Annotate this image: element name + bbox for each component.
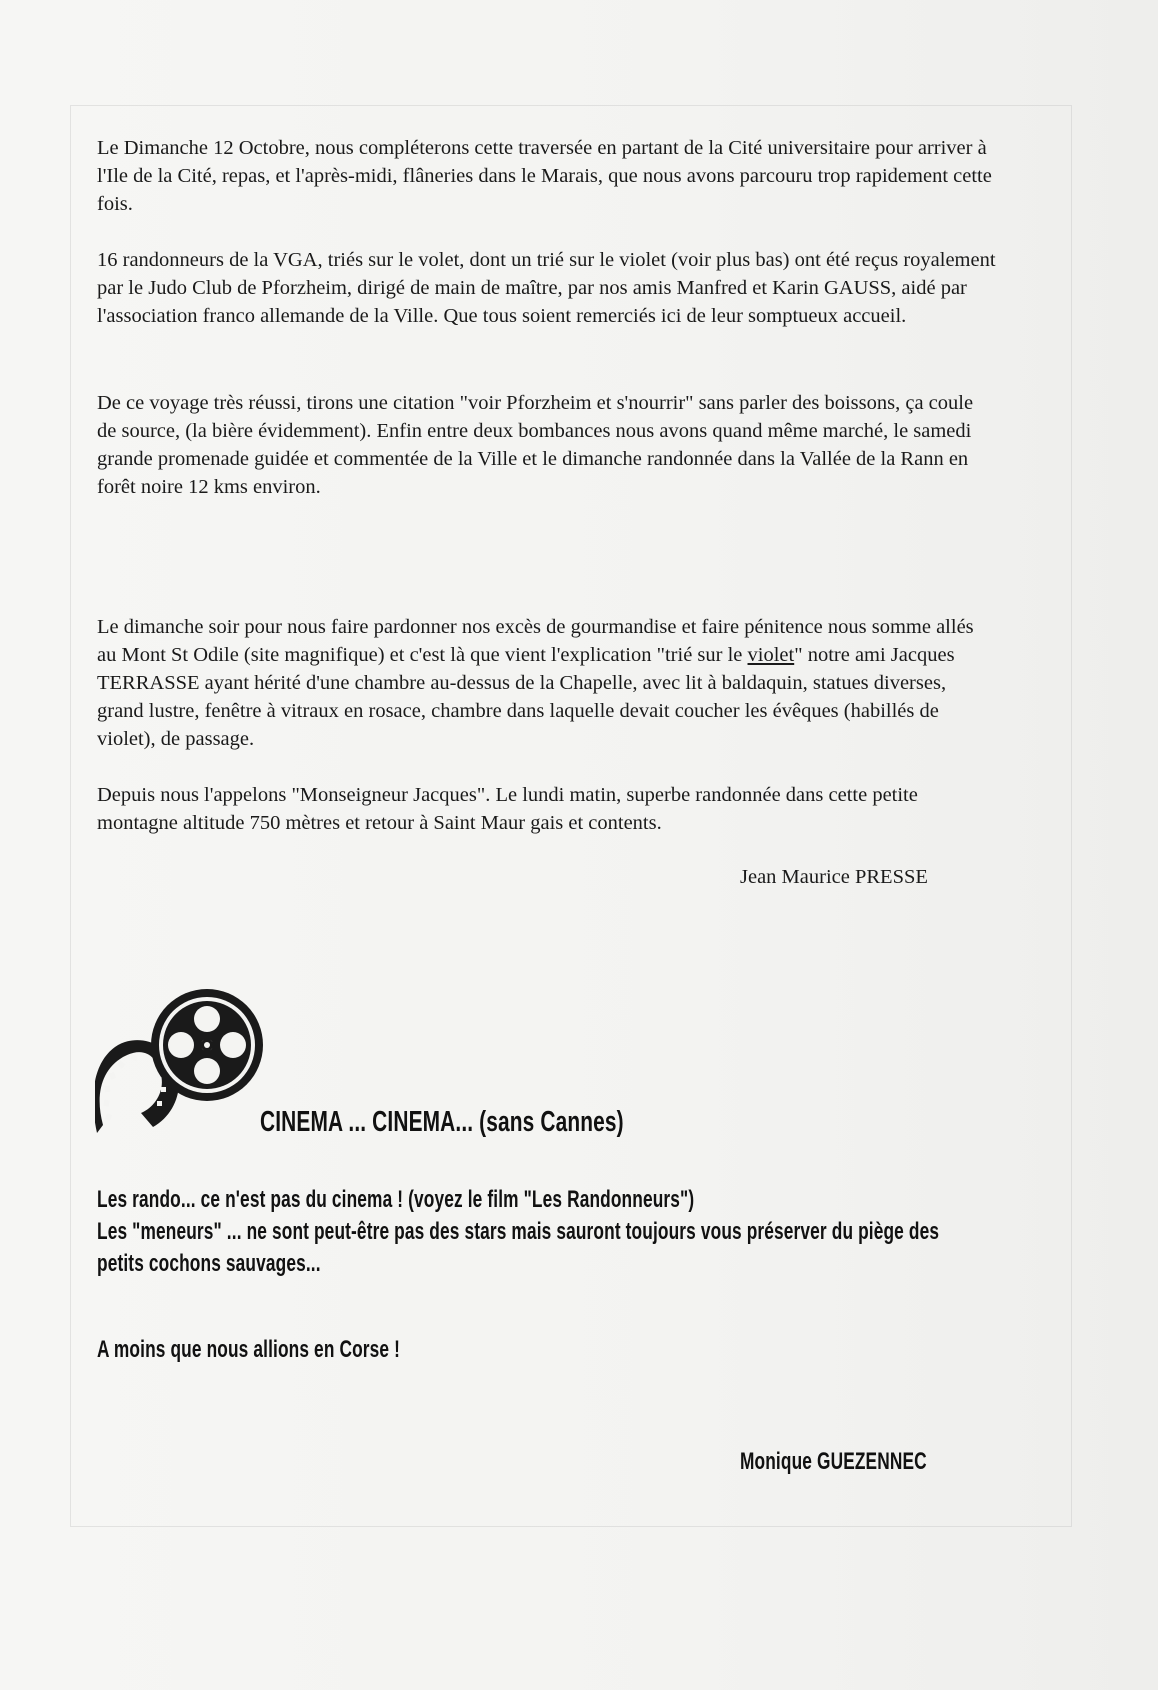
cinema-text	[97, 1184, 983, 1280]
paragraph-4-end: " notre ami Jacques TERRASSE ayant hérité d'une chambre au-dessus de la Chapelle, avec lit à baldaquin, statues diverses, grand lustre, fenêtre à vitraux en rosace, chambre dans laquelle devait coucher les évêques (habillés de violet), de passage.	[97, 644, 955, 750]
paragraph-1	[97, 134, 997, 218]
cinema-title: CINEMA ... CINEMA... (sans Cannes)	[260, 1106, 624, 1138]
cinema-line-2: Les "meneurs" ... ne sont peut-être pas des stars mais sauront toujours vous préserver du piège des	[97, 1218, 940, 1245]
film-reel-icon	[95, 975, 265, 1137]
underlined-word: violet	[747, 644, 795, 666]
cinema-closing: A moins que nous allions en Corse !	[97, 1336, 401, 1363]
paragraph-4	[97, 613, 997, 753]
paragraph-3	[97, 389, 997, 501]
paragraph-3-text: De ce voyage très réussi, tirons une citation "voir Pforzheim et s'nourrir" sans parler des boissons, ça coule de source, (la bière évidemment). Enfin entre deux bombances nous avons quand même marché, le samedi grande promenade guidée et commentée de la Ville et le dimanche randonnée dans la Vallée de la Rann en forêt noire 12 kms environ.	[97, 392, 974, 498]
paragraph-4-text	[97, 613, 997, 753]
paragraph-4-start: Le dimanche soir pour nous faire pardonner nos excès de gourmandise et faire pénitence nous somme allés au Mont St Odile (site magnifique) et c'est là que vient l'explication "trié sur le	[97, 616, 974, 666]
paragraph-5	[97, 781, 997, 837]
paragraph-5-text: Depuis nous l'appelons "Monseigneur Jacques". Le lundi matin, superbe randonnée dans cette petite montagne altitude 750 mètres et retour à Saint Maur gais et contents.	[97, 784, 918, 834]
cinema-line-1: Les rando... ce n'est pas du cinema ! (voyez le film "Les Randonneurs")	[97, 1186, 695, 1213]
cinema-line-3: petits cochons sauvages...	[97, 1250, 321, 1277]
cinema-signature: Monique GUEZENNEC	[740, 1448, 927, 1475]
paragraph-2-text: 16 randonneurs de la VGA, triés sur le volet, dont un trié sur le violet (voir plus bas) ont été reçus royalement par le Judo Club de Pforzheim, dirigé de main de maître, par nos amis Manfred et Karin GAUSS, aidé par l'association franco allemande de la Ville. Que tous soient remerciés ici de leur somptueux accueil.	[97, 249, 996, 327]
paragraph-1-text: Le Dimanche 12 Octobre, nous compléterons cette traversée en partant de la Cité universitaire pour arriver à l'Ile de la Cité, repas, et l'après-midi, flâneries dans le Marais, que nous avons parcouru trop rapidement cette fois.	[97, 137, 992, 215]
paragraph-2	[97, 246, 997, 330]
article-signature: Jean Maurice PRESSE	[740, 866, 928, 888]
